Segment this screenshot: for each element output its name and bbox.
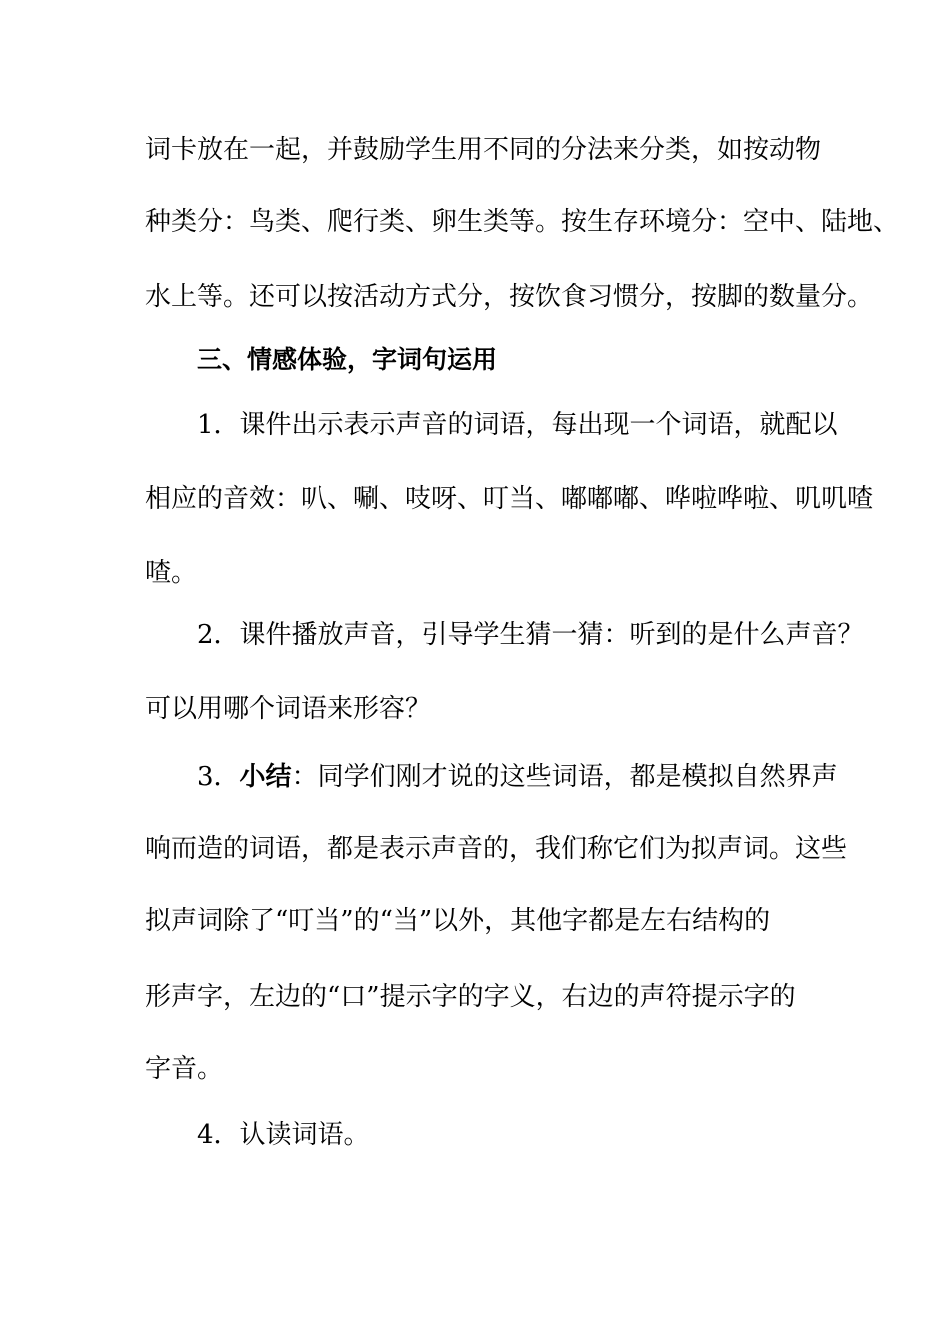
list-item-line: 拟声词除了“叮当”的“当”以外，其他字都是左右结构的 xyxy=(145,906,771,936)
item-number: 3． xyxy=(197,762,240,792)
item-text: ：同学们刚才说的这些词语，都是模拟自然界声 xyxy=(291,762,838,792)
list-item-line: 形声字，左边的“口”提示字的字义，右边的声符提示字的 xyxy=(145,982,796,1012)
list-item-line: 相应的音效：叭、唰、吱呀、叮当、嘟嘟嘟、哗啦哗啦、叽叽喳 xyxy=(145,484,874,514)
paragraph-line: 水上等。还可以按活动方式分，按饮食习惯分，按脚的数量分。 xyxy=(145,282,874,312)
paragraph-line: 种类分：鸟类、爬行类、卵生类等。按生存环境分：空中、陆地、 xyxy=(145,207,900,237)
list-item-line: 喳。 xyxy=(145,558,198,588)
list-item-line: 2．课件播放声音，引导学生猜一猜：听到的是什么声音？ xyxy=(197,620,864,650)
list-item-line: 可以用哪个词语来形容？ xyxy=(145,694,432,724)
summary-label: 小结 xyxy=(239,762,292,792)
list-item-line: 字音。 xyxy=(145,1054,224,1084)
list-item-line xyxy=(197,760,838,794)
section-heading: 三、情感体验，字词句运用 xyxy=(197,345,498,374)
list-item-line: 1．课件出示表示声音的词语，每出现一个词语，就配以 xyxy=(197,410,838,440)
list-item-line: 响而造的词语，都是表示声音的，我们称它们为拟声词。这些 xyxy=(145,834,848,864)
list-item-line: 4．认读词语。 xyxy=(197,1120,370,1150)
paragraph-line: 词卡放在一起，并鼓励学生用不同的分法来分类，如按动物 xyxy=(145,135,822,165)
